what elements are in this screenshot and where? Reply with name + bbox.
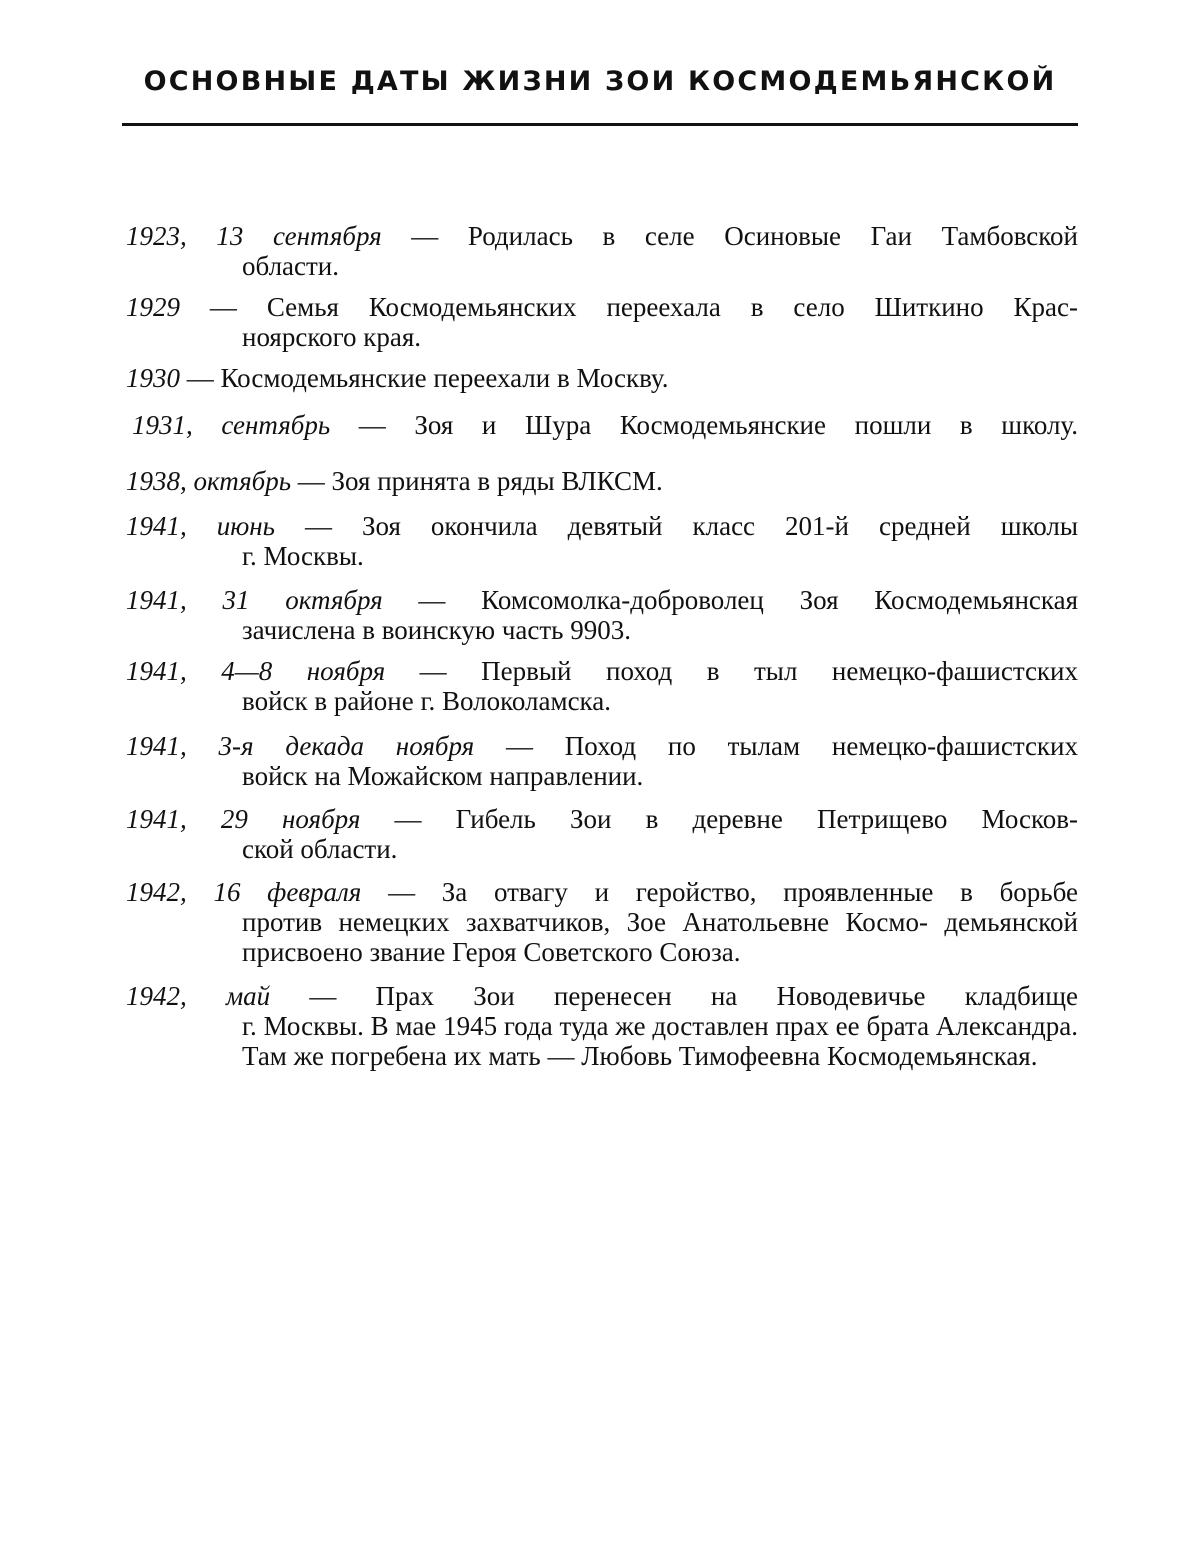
- entry-text: — За отвагу и геройство, проявленные в борьбе: [361, 877, 1078, 907]
- entry-text: — Поход по тылам немецко-фашистских: [474, 731, 1078, 761]
- entry-date: 1930: [126, 363, 180, 393]
- list-item: [126, 466, 1078, 496]
- entry-continuation: войск в районе г. Волоколамска.: [126, 686, 1078, 716]
- entry-text: — Зоя окончила девятый класс 201-й средней школы: [275, 511, 1078, 541]
- entry-text: — Первый поход в тыл немецко-фашистских: [385, 656, 1078, 686]
- page-title: ОСНОВНЫЕ ДАТЫ ЖИЗНИ ЗОИ КОСМОДЕМЬЯНСКОЙ: [122, 66, 1078, 97]
- entry-text: — Родилась в селе Осиновые Гаи Тамбовской: [382, 221, 1078, 251]
- entry-date: 1941, 31 октября: [126, 585, 383, 615]
- list-item: [126, 804, 1078, 864]
- list-item: [126, 656, 1078, 716]
- entry-continuation: г. Москвы.: [126, 541, 1078, 571]
- entry-continuation: области.: [126, 251, 1078, 281]
- entry-text: — Комсомолка-доброволец Зоя Космодемьянская: [383, 585, 1078, 615]
- entry-date: 1938, октябрь: [126, 466, 291, 496]
- entry-text: — Семья Космодемьянских переехала в село Шиткино Крас-: [180, 292, 1078, 322]
- entry-date: 1941, июнь: [126, 511, 275, 541]
- list-item: [132, 410, 1078, 440]
- entry-continuation: зачислена в воинскую часть 9903.: [126, 615, 1078, 645]
- list-item: [126, 981, 1078, 1071]
- entry-date: 1931, сентябрь: [132, 410, 330, 440]
- list-item: [126, 877, 1078, 967]
- title-underline: [122, 123, 1078, 126]
- entry-date: 1941, 4—8 ноября: [126, 656, 385, 686]
- entry-date: 1923, 13 сентября: [126, 221, 382, 251]
- entry-continuation: против немецких захватчиков, Зое Анатольевне Космо- демьянской присвоено звание Героя Советского Союза.: [126, 907, 1078, 967]
- entry-date: 1942, 16 февраля: [126, 877, 361, 907]
- entry-date: 1929: [126, 292, 180, 322]
- entry-text: — Космодемьянские переехали в Москву.: [180, 363, 668, 393]
- entry-date: 1941, 3-я декада ноября: [126, 731, 474, 761]
- entry-date: 1941, 29 ноября: [126, 804, 360, 834]
- list-item: [126, 511, 1078, 571]
- entry-date: 1942, май: [126, 981, 270, 1011]
- list-item: [126, 731, 1078, 791]
- entry-continuation: г. Москвы. В мае 1945 года туда же доставлен прах ее брата Александра. Там же погребена их мать — Любовь Тимофеевна Космодемьянская.: [126, 1011, 1078, 1071]
- list-item: [126, 221, 1078, 281]
- entry-continuation: ноярского края.: [126, 322, 1078, 352]
- list-item: [126, 363, 1078, 393]
- entry-text: — Зоя и Шура Космодемьянские пошли в школу.: [330, 410, 1078, 440]
- entry-text: — Гибель Зои в деревне Петрищево Москов-: [360, 804, 1078, 834]
- list-item: [126, 585, 1078, 645]
- entry-text: — Прах Зои перенесен на Новодевичье кладбище: [270, 981, 1078, 1011]
- entry-continuation: войск на Можайском направлении.: [126, 761, 1078, 791]
- entry-text: — Зоя принята в ряды ВЛКСМ.: [291, 466, 663, 496]
- entry-continuation: ской области.: [126, 834, 1078, 864]
- list-item: [126, 292, 1078, 352]
- document-page: [0, 0, 1200, 1555]
